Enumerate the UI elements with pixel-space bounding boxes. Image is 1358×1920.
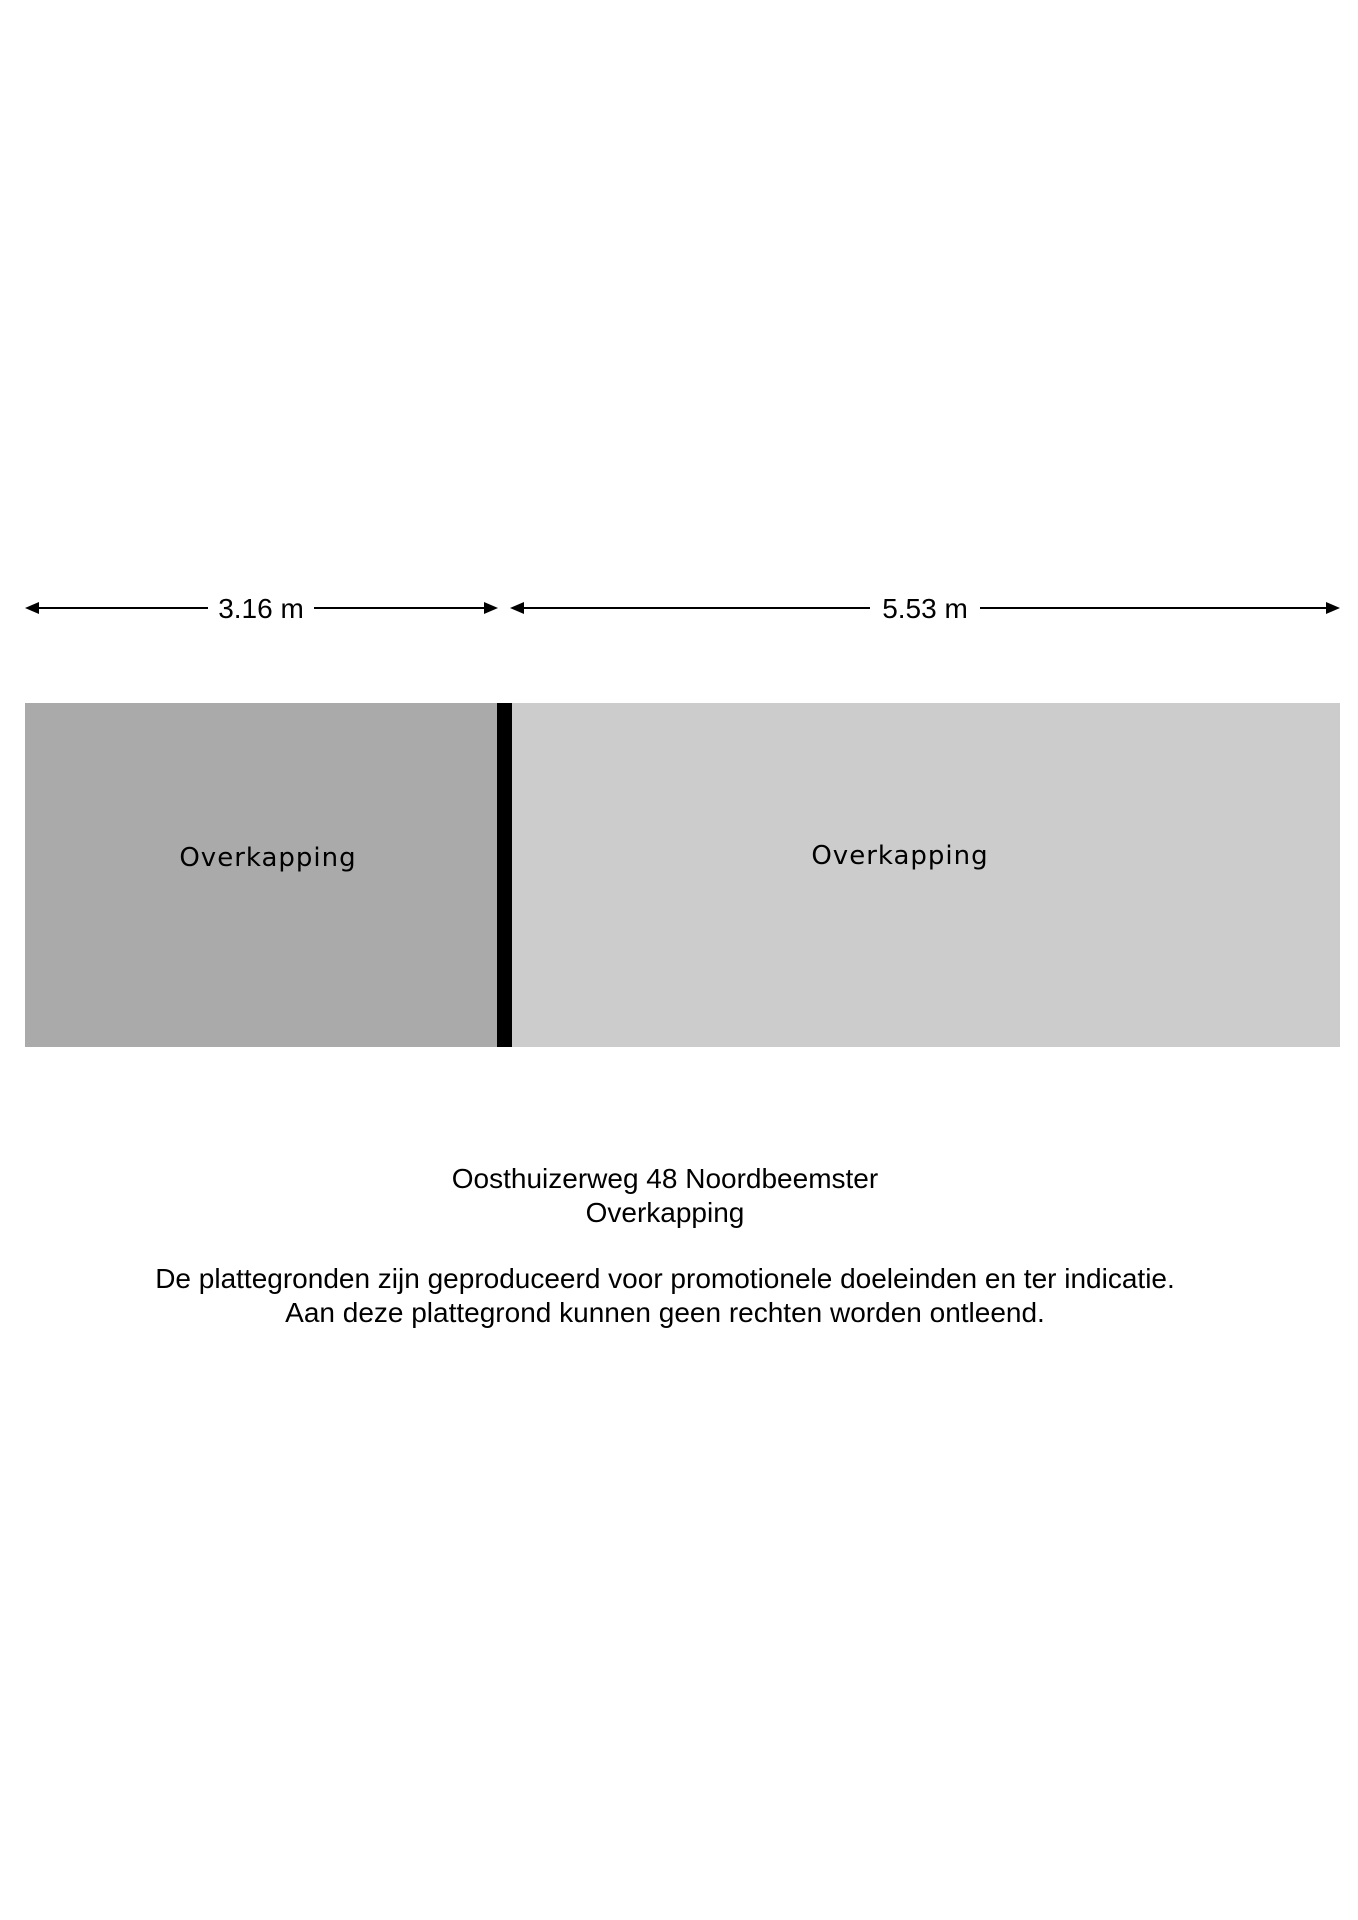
disclaimer-line-2: Aan deze plattegrond kunnen geen rechten worden ontleend. (285, 1297, 1045, 1328)
dividing-wall (497, 703, 512, 1047)
room-right-label: Overkapping (811, 841, 989, 871)
caption-address: Oosthuizerweg 48 Noordbeemster (451, 1163, 879, 1194)
dimension-right (510, 593, 1340, 624)
dimension-left-label: 3.16 m (218, 593, 304, 624)
dimension-right-arrow-end (1326, 602, 1340, 614)
disclaimer-line-1: De plattegronden zijn geproduceerd voor promotionele doeleinden en ter indicatie. (155, 1263, 1175, 1294)
dimension-left (25, 593, 498, 624)
room-right (510, 703, 1340, 1047)
dimension-right-label: 5.53 m (882, 593, 968, 624)
dimension-right-arrow-start (510, 602, 524, 614)
dimension-left-arrow-end (484, 602, 498, 614)
dimension-left-arrow-start (25, 602, 39, 614)
caption-floor-name: Overkapping (585, 1197, 745, 1228)
room-left (25, 703, 498, 1047)
room-left-label: Overkapping (179, 843, 357, 873)
